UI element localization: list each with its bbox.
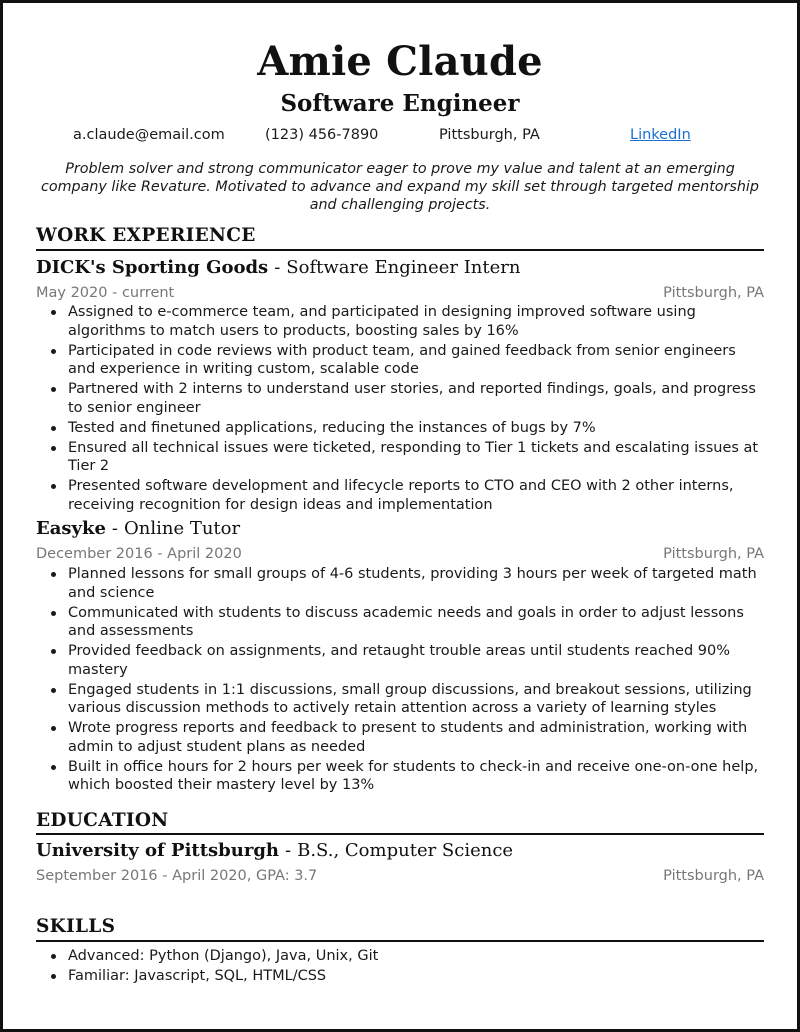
education-section-title: EDUCATION <box>36 810 169 831</box>
job-1-dates: May 2020 - current <box>36 285 175 301</box>
candidate-name: Amie Claude <box>257 38 543 85</box>
job-2-separator: - <box>111 518 118 539</box>
education-details: September 2016 - April 2020, GPA: 3.7 <box>36 868 318 884</box>
job-2-position: Online Tutor <box>124 518 241 539</box>
job-1-header <box>36 256 764 280</box>
skills-section-title: SKILLS <box>36 916 116 937</box>
education-header <box>36 839 764 863</box>
list-item: Partnered with 2 interns to understand user stories, and reported findings, goals, and progress to senior engineer <box>36 380 764 417</box>
job-2-dates: December 2016 - April 2020 <box>36 546 242 562</box>
list-item: Communicated with students to discuss academic needs and goals in order to adjust lessons and assessments <box>36 604 764 641</box>
education-meta <box>36 866 764 886</box>
contact-location: Pittsburgh, PA <box>439 127 540 143</box>
list-item: Familiar: Javascript, SQL, HTML/CSS <box>36 967 764 986</box>
education-school: University of Pittsburgh <box>36 840 280 861</box>
education-section-divider <box>36 833 764 835</box>
job-2-meta <box>36 544 764 564</box>
list-item: Advanced: Python (Django), Java, Unix, Git <box>36 947 764 966</box>
job-2-bullets <box>36 565 764 796</box>
job-1-meta <box>36 283 764 303</box>
contact-email: a.claude@email.com <box>73 127 225 143</box>
list-item: Planned lessons for small groups of 4-6 students, providing 3 hours per week of targeted math and science <box>36 565 764 602</box>
linkedin-link[interactable]: LinkedIn <box>630 127 691 143</box>
work-section-divider <box>36 249 764 251</box>
list-item: Provided feedback on assignments, and retaught trouble areas until students reached 90% mastery <box>36 642 764 679</box>
work-section-title: WORK EXPERIENCE <box>36 225 256 246</box>
list-item: Participated in code reviews with product team, and gained feedback from senior engineers and experience in writing custom, scalable code <box>36 342 764 379</box>
summary-text: Problem solver and strong communicator eager to prove my value and talent at an emerging company like Revature. Motivated to advance and expand my skill set through targeted mentorship and challenging projects. <box>41 161 759 213</box>
job-2-header <box>36 517 764 541</box>
list-item: Engaged students in 1:1 discussions, small group discussions, and breakout sessions, utilizing various discussion methods to actively retain attention across a variety of learning styles <box>36 681 764 718</box>
list-item: Wrote progress reports and feedback to present to students and administration, working with admin to adjust student plans as needed <box>36 719 764 756</box>
list-item: Presented software development and lifecycle reports to CTO and CEO with 2 other interns, receiving recognition for design ideas and implementation <box>36 477 764 514</box>
education-separator: - <box>285 840 292 861</box>
job-1-org: DICK's Sporting Goods <box>36 257 269 278</box>
job-1-location: Pittsburgh, PA <box>663 285 764 301</box>
education-location: Pittsburgh, PA <box>663 868 764 884</box>
contact-row <box>36 125 764 145</box>
list-item: Assigned to e-commerce team, and participated in designing improved software using algorithms to match users to products, boosting sales by 16% <box>36 303 764 340</box>
job-2-org: Easyke <box>36 518 106 539</box>
list-item: Tested and finetuned applications, reducing the instances of bugs by 7% <box>36 419 764 438</box>
job-2-location: Pittsburgh, PA <box>663 546 764 562</box>
list-item: Built in office hours for 2 hours per week for students to check-in and receive one-on-one help, which boosted their mastery level by 13% <box>36 758 764 795</box>
job-1-bullets <box>36 303 764 516</box>
education-degree: B.S., Computer Science <box>297 840 514 861</box>
skills-list <box>36 947 764 987</box>
list-item: Ensured all technical issues were ticketed, responding to Tier 1 tickets and escalating issues at Tier 2 <box>36 439 764 476</box>
job-1-separator: - <box>274 257 281 278</box>
contact-phone: (123) 456-7890 <box>265 127 379 143</box>
job-1-position: Software Engineer Intern <box>286 257 521 278</box>
candidate-role: Software Engineer <box>280 90 520 117</box>
skills-section-divider <box>36 940 764 942</box>
